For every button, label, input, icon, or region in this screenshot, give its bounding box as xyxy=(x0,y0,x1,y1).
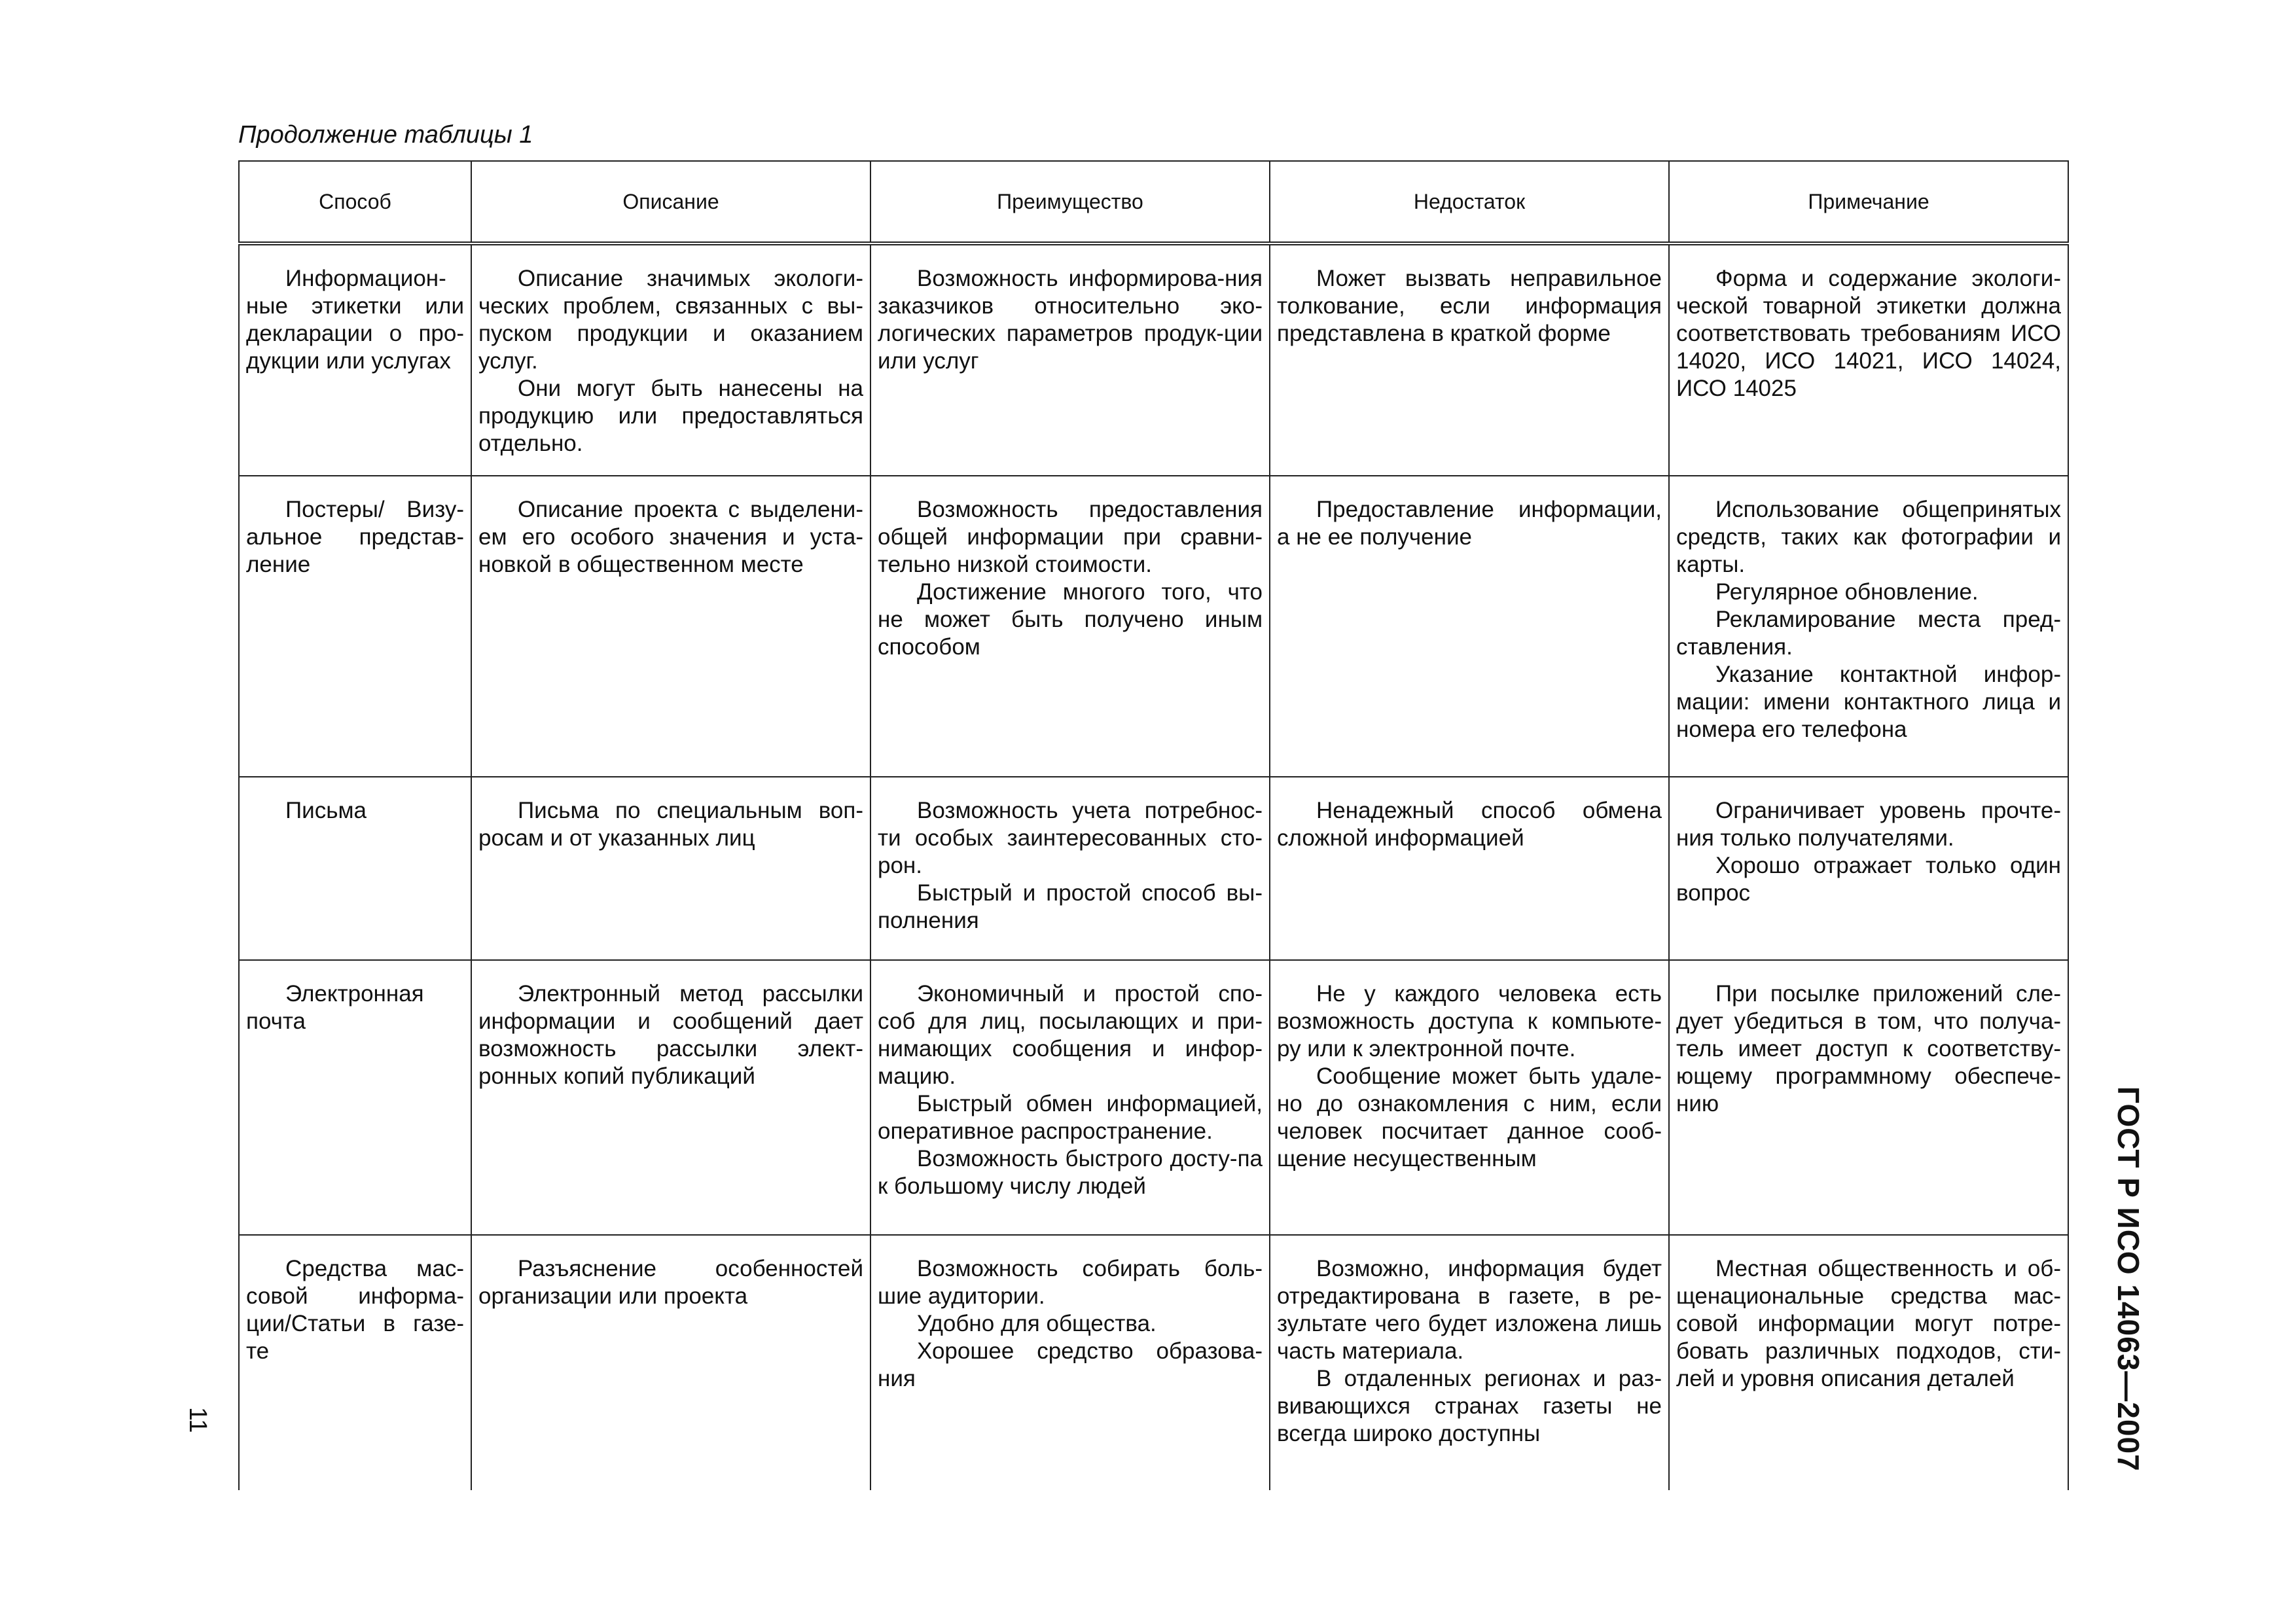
cell-paragraph: Использование общепринятых средств, таких как фотографии и карты. xyxy=(1676,497,2061,577)
table-row xyxy=(239,960,2068,1235)
cell-paragraph: В отдаленных регионах и раз-вивающихся странах газеты не всегда широко доступны xyxy=(1277,1366,1662,1446)
cell-description xyxy=(471,1235,870,1490)
cell-paragraph: Возможность учета потребнос-ти особых заинтересованных сто-рон. xyxy=(878,798,1263,878)
cell-paragraph: Рекламирование места пред-ставления. xyxy=(1676,607,2061,660)
cell-advantage xyxy=(870,1235,1270,1490)
cell-disadvantage xyxy=(1270,476,1669,777)
cell-advantage xyxy=(870,777,1270,960)
cell-paragraph: Ненадежный способ обмена сложной информацией xyxy=(1277,798,1662,851)
cell-disadvantage xyxy=(1270,777,1669,960)
cell-method xyxy=(239,476,471,777)
cell-advantage xyxy=(870,476,1270,777)
cell-paragraph: Описание значимых экологи-ческих проблем, связанных с вы-пуском продукции и оказанием услуг. xyxy=(478,266,863,374)
cell-paragraph: Быстрый и простой способ вы-полнения xyxy=(878,880,1263,933)
cell-description xyxy=(471,960,870,1235)
cell-note xyxy=(1669,1235,2068,1490)
table-row xyxy=(239,777,2068,960)
cell-paragraph: Достижение многого того, что не может быть получено иным способом xyxy=(878,579,1263,660)
cell-note xyxy=(1669,960,2068,1235)
cell-method xyxy=(239,777,471,960)
table-caption: Продолжение таблицы 1 xyxy=(238,121,533,149)
cell-paragraph: Возможность собирать боль-шие аудитории. xyxy=(878,1256,1263,1309)
cell-paragraph: Возможность быстрого досту-па к большому числу людей xyxy=(878,1146,1263,1199)
cell-method xyxy=(239,243,471,476)
cell-description xyxy=(471,476,870,777)
cell-paragraph: Возможно, информация будет отредактирована в газете, в ре-зультате чего будет изложена лишь часть материала. xyxy=(1277,1256,1662,1364)
header-advantage: Преимущество xyxy=(870,161,1270,243)
cell-advantage xyxy=(870,960,1270,1235)
header-description: Описание xyxy=(471,161,870,243)
cell-disadvantage xyxy=(1270,243,1669,476)
header-note: Примечание xyxy=(1669,161,2068,243)
cell-paragraph: Постеры/ Визу-альное представ-ление xyxy=(246,497,464,577)
cell-paragraph: Быстрый обмен информацией, оперативное распространение. xyxy=(878,1091,1263,1144)
cell-paragraph: Разъяснение особенностей организации или проекта xyxy=(478,1256,863,1309)
cell-paragraph: Форма и содержание экологи-ческой товарной этикетки должна соответствовать требованиям ИСО 14020, ИСО 14021, ИСО 14024, ИСО 14025 xyxy=(1676,266,2061,401)
cell-paragraph: Электронный метод рассылки информации и сообщений дает возможность рассылки элект-ронных копий публикаций xyxy=(478,981,863,1089)
cell-paragraph: Они могут быть нанесены на продукцию или предоставляться отдельно. xyxy=(478,376,863,456)
cell-disadvantage xyxy=(1270,1235,1669,1490)
page-number: 11 xyxy=(184,1407,211,1433)
document-standard-title: ГОСТ Р ИСО 14063—2007 xyxy=(2111,1086,2145,1472)
cell-description xyxy=(471,777,870,960)
cell-method xyxy=(239,1235,471,1490)
cell-paragraph: Регулярное обновление. xyxy=(1715,579,1979,605)
cell-paragraph: Письма по специальным воп-росам и от указанных лиц xyxy=(478,798,863,851)
data-table xyxy=(238,160,2069,1490)
cell-description xyxy=(471,243,870,476)
table-body xyxy=(239,243,2068,1490)
cell-paragraph: Предоставление информации, а не ее получение xyxy=(1277,497,1662,550)
cell-note xyxy=(1669,243,2068,476)
cell-paragraph: Местная общественность и об-щенациональные средства мас-совой информации могут потре-бовать различных подходов, сти-лей и уровня описания деталей xyxy=(1676,1256,2061,1391)
header-row xyxy=(239,161,2068,243)
cell-paragraph: Хорошо отражает только один вопрос xyxy=(1676,853,2061,906)
cell-paragraph: Не у каждого человека есть возможность доступа к компьюте-ру или к электронной почте. xyxy=(1277,981,1662,1061)
cell-note xyxy=(1669,476,2068,777)
cell-note xyxy=(1669,777,2068,960)
table-header xyxy=(239,161,2068,243)
cell-paragraph: Средства мас-совой информа-ции/Статьи в газе-те xyxy=(246,1256,464,1364)
cell-paragraph: Возможность предоставления общей информации при сравни-тельно низкой стоимости. xyxy=(878,497,1263,577)
table-row xyxy=(239,243,2068,476)
cell-paragraph: Информацион-ные этикетки или декларации о про-дукции или услугах xyxy=(246,266,464,374)
cell-paragraph: Возможность информирова-ния заказчиков относительно эко-логических параметров продук-ции или услуг xyxy=(878,266,1263,374)
cell-paragraph: Письма xyxy=(285,798,367,823)
cell-advantage xyxy=(870,243,1270,476)
cell-paragraph: Указание контактной инфор-мации: имени контактного лица и номера его телефона xyxy=(1676,662,2061,742)
cell-paragraph: Может вызвать неправильное толкование, если информация представлена в краткой форме xyxy=(1277,266,1662,346)
table-row xyxy=(239,476,2068,777)
cell-paragraph: Удобно для общества. xyxy=(917,1311,1157,1336)
cell-paragraph: Хорошее средство образова-ния xyxy=(878,1338,1263,1391)
cell-paragraph: Экономичный и простой спо-соб для лиц, посылающих и при-нимающих сообщения и инфор-мацию. xyxy=(878,981,1263,1089)
cell-paragraph: Сообщение может быть удале-но до ознакомления с ним, если человек посчитает данное сооб-щение несущественным xyxy=(1277,1063,1662,1171)
cell-paragraph: Электронная почта xyxy=(246,981,424,1034)
cell-method xyxy=(239,960,471,1235)
cell-paragraph: Ограничивает уровень прочте-ния только получателями. xyxy=(1676,798,2061,851)
cell-disadvantage xyxy=(1270,960,1669,1235)
cell-paragraph: При посылке приложений сле-дует убедиться в том, что получа-тель имеет доступ к соответству-ющему программному обеспече-нию xyxy=(1676,981,2061,1116)
cell-paragraph: Описание проекта с выделени-ем его особого значения и уста-новкой в общественном месте xyxy=(478,497,863,577)
table-row xyxy=(239,1235,2068,1490)
header-disadvantage: Недостаток xyxy=(1270,161,1669,243)
header-method: Способ xyxy=(239,161,471,243)
